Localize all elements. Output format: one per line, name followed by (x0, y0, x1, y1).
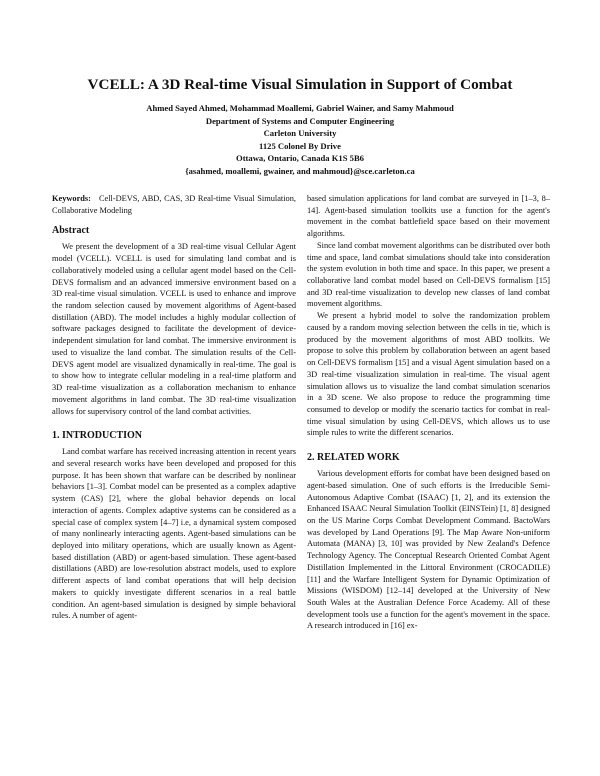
right-column (307, 193, 550, 632)
address: 1125 Colonel By Drive (259, 140, 341, 151)
keywords (52, 193, 296, 216)
intro-paragraph-3: We present a hybrid model to solve the randomization problem caused by a random moving selection between the cells in tie, which is produced by the movement algorithms of most ABD toolkits. We propose to solve this problem by collaboration between an agent based on Cell-DEVS formalism [15] and a visual Agent simulation based on a 3D real-time visualization simulation in real-time. The visual agent simulation allows us to visualize the land combat simulation scenarios in a 3D scene. We also propose to reduce the programming time consumed to develop or modify the scenario tactics for combat in real-time visual simulation by using Cell-DEVS, which allows us to use simple rules to write the different scenarios. (307, 311, 550, 438)
author-block (0, 102, 600, 177)
abstract-text: We present the development of a 3D real-time visual Cellular Agent model (VCELL). VCELL is used for simulating land combat and is collaboratively modeled using a cellular agent model based on the Cell-DEVS formalism and an advanced immersive environment based on a 3D real-time visual simulation. VCELL is used to enhance and improve the random selection caused by movement algorithms of Agent-based distillation (ABD). The model includes a highly modular collection of software packages designed to facilitate the development of device-independent simulation for land combat. The immersive environment is used to visualize the land combat. The simulation results of the Cell-DEVS agent model are visualized dynamically in real-time. The goal is to show how to integrate cellular modeling in a real-time platform and 3D real-time visualization as a collaboration mechanism to enhance movement algorithms in land combat. The 3D real-time visualization allows for supervisory control of the land combat activities. (52, 242, 296, 416)
authors: Ahmed Sayed Ahmed, Mohammad Moallemi, Gabriel Wainer, and Samy Mahmoud (146, 103, 454, 113)
keywords-text: Cell-DEVS, ABD, CAS, 3D Real-time Visual Simulation, Collaborative Modeling (52, 194, 296, 215)
intro-paragraph-2: Since land combat movement algorithms can be distributed over both time and space, land combat simulations should take into consideration the system evolution in both time and space. In this paper, we present a collaborative land combat model based on Cell-DEVS formalism [15] and 3D real-time visualization to develop new classes of land combat movement algorithms. (307, 240, 550, 309)
keywords-label: Keywords: (52, 194, 91, 203)
university: Carleton University (263, 128, 337, 138)
department: Department of Systems and Computer Engineering (205, 115, 395, 126)
intro-heading: 1. INTRODUCTION (52, 430, 143, 442)
paper-title: VCELL: A 3D Real-time Visual Simulation in Support of Combat (87, 76, 513, 93)
related-work-heading: 2. RELATED WORK (307, 452, 400, 464)
related-work-paragraph: Various development efforts for combat have been designed based on agent-based simulation. One of such efforts is the Irreducible Semi-Autonomous Adaptive Combat (ISAAC) [1, 2], and its extension the Enhanced ISAAC Neural Simulation Toolkit (EINSTein) [1, 8] designed on the US Marine Corps Combat Development Command. BactoWars was developed by Land Operations [9]. The Map Aware Non-uniform Automata (MANA) [3, 10] was provided by New Zealand's Defence Technology Agency. The Conceptual Research Oriented Combat Agent Distillation Implemented in the Littoral Environment (CROCADILE) [11] and the Warfare Intelligent System for Dynamic Optimization of Missions (WISDOM) [12–14] developed at the University of New South Wales at the Australian Defence Force Academy. All of these development tools use a function for the agent's movement in the space. A research introduced in [16] ex- (307, 469, 550, 631)
intro-continued-paragraph: based simulation applications for land combat are surveyed in [1–3, 8–14]. Agent-based simulation toolkits use a function for the agent's movement in the combat battlefield space based on their movement algorithms. (307, 194, 550, 239)
left-column (52, 193, 296, 622)
city: Ottawa, Ontario, Canada K1S 5B6 (236, 153, 364, 163)
intro-paragraph: Land combat warfare has received increasing attention in recent years and several research works have been developed and proposed for this purpose. It has been shown that warfare can be described by nonlinear behaviors [1–3]. Combat model can be presented as a complex adaptive system (CAS) [2], where the global behavior depends on local interaction of agents. Complex adaptive systems can be considered as a special case of complex system [4–7] i.e, a dynamical system composed of many nonlinearly interacting agents. Agent-based simulations can be deployed into military operations, which are usually known as Agent-based distillation (ABD) or agent-based simulation. These agent-based distillations (ABD) are low-resolution abstract models, used to explore different aspects of land combat operations that will help decision makers to quickly investigate different scenarios in a real battle condition. An agent-based simulation is designed by simple behavioral rules. A number of agent- (52, 447, 296, 621)
emails: {asahmed, moallemi, gwainer, and mahmoud}@sce.carleton.ca (185, 165, 415, 176)
abstract-heading: Abstract (52, 225, 90, 237)
